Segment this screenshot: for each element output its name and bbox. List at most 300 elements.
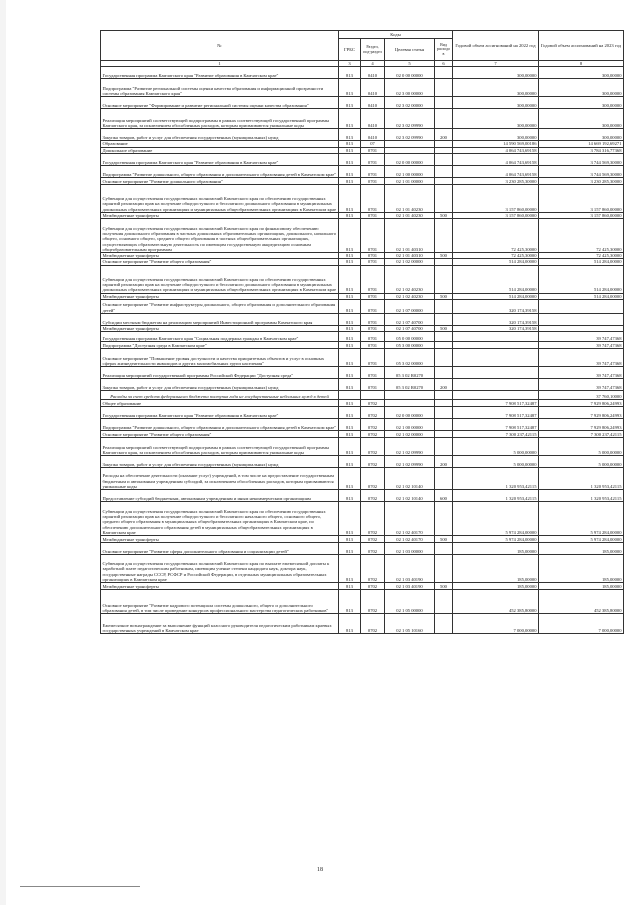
cell-name: Основное мероприятие "Развитие общего образования"	[101, 259, 339, 265]
cell-target: 02 1 03 00000	[385, 543, 435, 555]
cell-sec: 0702	[361, 490, 385, 502]
index-cell: 8	[539, 61, 624, 67]
cell-name: Основное мероприятие "Развитие инфраструктуры дошкольного, общего образования и дополнительного образования детей"	[101, 299, 339, 313]
cell-grbs: 813	[339, 97, 361, 109]
cell-sec: 0410	[361, 97, 385, 109]
cell-kind	[435, 438, 453, 456]
cell-v2: 185,00000	[539, 543, 624, 555]
cell-target: 02 1 00 00000	[385, 165, 435, 177]
cell-kind	[435, 614, 453, 634]
cell-v2: 7 000,00000	[539, 614, 624, 634]
cell-grbs: 813	[339, 141, 361, 147]
cell-v2: 39 747,47368	[539, 379, 624, 391]
cell-sec: 0702	[361, 456, 385, 468]
cell-name: Подпрограмма "Развитие дошкольного, общего образования и дополнительного образования детей в Камчатском крае"	[101, 165, 339, 177]
cell-v2: 514 284,00000	[539, 293, 624, 299]
cell-grbs: 813	[339, 147, 361, 153]
cell-kind: 500	[435, 583, 453, 590]
table-row	[101, 614, 624, 634]
cell-sec: 0702	[361, 543, 385, 555]
cell-sec: 0701	[361, 342, 385, 349]
cell-kind: 500	[435, 253, 453, 259]
cell-sec: 0702	[361, 431, 385, 438]
cell-v2: 39 747,47368	[539, 349, 624, 367]
cell-sec: 0702	[361, 400, 385, 407]
cell-grbs: 813	[339, 438, 361, 456]
cell-v2: 14 669 192,69271	[539, 141, 624, 147]
cell-kind	[435, 367, 453, 379]
table-row	[101, 265, 624, 293]
cell-v1: 4 064 743,69158	[453, 147, 539, 153]
cell-grbs: 813	[339, 379, 361, 391]
cell-target: 02 3 02 09990	[385, 109, 435, 129]
cell-v2: 39 747,47368	[539, 367, 624, 379]
cell-target: 02 1 07 00000	[385, 299, 435, 313]
cell-v1	[453, 342, 539, 349]
cell-name: Субвенции для осуществления государственных полномочий Камчатского края по обеспечению государственных гарантий реализации прав на получение общедоступного и бесплатного начального общего, основного общего, среднего общего образования в муниципальных общеобразовательных организациях в Камчатском крае, по обеспечению дополнительного образования детей в муниципальных общеобразовательных организациях в Камчатском крае	[101, 502, 339, 536]
header-2022: Годовой объем ассигнований на 2022 год	[453, 31, 539, 61]
table-row	[101, 431, 624, 438]
cell-name: Расходы за счет средств федерального бюджета поступив года не государственные небольших нужд в детей	[101, 391, 339, 400]
cell-target: 02 1 02 40230	[385, 293, 435, 299]
cell-target	[385, 391, 435, 400]
cell-name: Реализация мероприятий соответствующей подпрограммы в рамках соответствующей государственной программы Камчатского края, за исключением обособленных расходов, которым присваиваются уникальные коды	[101, 438, 339, 456]
table-row	[101, 456, 624, 468]
table-row	[101, 490, 624, 502]
cell-sec: 0702	[361, 614, 385, 634]
cell-name: Общее образование	[101, 400, 339, 407]
cell-kind	[435, 332, 453, 342]
cell-name: Межбюджетные трансферты	[101, 536, 339, 543]
cell-name: Субвенции для осуществления государственных полномочий Камчатского края по обеспечению государственных гарантий реализации прав на получение общедоступного и бесплатного дошкольного образования в муниципальных дошкольных образовательных организациях и муниципальных общеобразовательных организациях в Камчатском крае	[101, 265, 339, 293]
cell-kind	[435, 79, 453, 97]
cell-name: Основное мероприятие "Развитие общего образования"	[101, 431, 339, 438]
table-row	[101, 97, 624, 109]
cell-grbs: 813	[339, 253, 361, 259]
header-2023: Годовой объем ассигнований на 2023 год	[539, 31, 624, 61]
cell-grbs: 813	[339, 419, 361, 431]
cell-name: Закупка товаров, работ и услуг для обеспечения государственных (муниципальных) нужд	[101, 456, 339, 468]
cell-grbs: 813	[339, 543, 361, 555]
budget-rows	[101, 67, 624, 634]
cell-sec: 0701	[361, 293, 385, 299]
cell-name: Реализация мероприятий соответствующей подпрограммы в рамках соответствующей государственной программы Камчатского края, за исключением обособленных расходов, которым присваиваются уникальные коды	[101, 109, 339, 129]
cell-sec: 0701	[361, 184, 385, 212]
cell-grbs: 813	[339, 299, 361, 313]
table-row	[101, 502, 624, 536]
cell-grbs: 813	[339, 129, 361, 141]
index-cell: 6	[435, 61, 453, 67]
cell-v2: 39 747,47368	[539, 332, 624, 342]
table-row	[101, 349, 624, 367]
cell-kind	[435, 165, 453, 177]
header-grbs: ГРБС	[339, 39, 361, 61]
cell-kind	[435, 468, 453, 490]
cell-v1: 320 174,39158	[453, 299, 539, 313]
cell-target: 02 1 01 00000	[385, 177, 435, 184]
cell-v2: 3 744 569,30000	[539, 153, 624, 165]
cell-name: Реализация мероприятий государственной программы Российской Федерации "Доступная среда"	[101, 367, 339, 379]
cell-sec: 0701	[361, 379, 385, 391]
cell-target: 02 1 02 40170	[385, 536, 435, 543]
table-row	[101, 79, 624, 97]
cell-v1: 4 064 743,69158	[453, 153, 539, 165]
table-row	[101, 184, 624, 212]
cell-grbs: 813	[339, 219, 361, 253]
cell-sec: 0701	[361, 265, 385, 293]
cell-sec: 0410	[361, 79, 385, 97]
table-row	[101, 555, 624, 583]
cell-v1	[453, 367, 539, 379]
cell-v1: 185,00000	[453, 583, 539, 590]
cell-target: 05 3 02 R0270	[385, 379, 435, 391]
cell-name: Субвенции для осуществления государственных полномочий Камчатского края по обеспечению государственных гарантий реализации прав на получение общедоступного и бесплатного дошкольного образования в муниципальных дошкольных образовательных организациях и муниципальных общеобразовательных организациях в Камчатском крае	[101, 184, 339, 212]
cell-v1: 185,00000	[453, 555, 539, 583]
cell-v1: 1 320 953,42115	[453, 490, 539, 502]
cell-grbs	[339, 391, 361, 400]
cell-v2: 185,00000	[539, 555, 624, 583]
cell-v1: 5 000,00000	[453, 456, 539, 468]
cell-target: 02 1 00 00000	[385, 419, 435, 431]
cell-grbs: 813	[339, 313, 361, 325]
cell-v1: 5 974 284,00000	[453, 502, 539, 536]
cell-v2: 300,00000	[539, 129, 624, 141]
cell-grbs: 813	[339, 614, 361, 634]
cell-kind: 200	[435, 456, 453, 468]
cell-kind	[435, 400, 453, 407]
cell-v2: 1 320 953,42115	[539, 468, 624, 490]
table-row	[101, 313, 624, 325]
cell-kind	[435, 342, 453, 349]
header-section: Раздел, под-раздел	[361, 39, 385, 61]
cell-grbs: 813	[339, 468, 361, 490]
cell-target: 02 1 02 40170	[385, 502, 435, 536]
cell-v2: 39 747,47368	[539, 342, 624, 349]
cell-v2: 300,00000	[539, 79, 624, 97]
cell-kind	[435, 349, 453, 367]
cell-v1: 300,00000	[453, 129, 539, 141]
cell-v1: 14 590 569,00186	[453, 141, 539, 147]
cell-grbs: 813	[339, 153, 361, 165]
cell-kind	[435, 313, 453, 325]
cell-v2: 3 744 569,30000	[539, 165, 624, 177]
cell-grbs: 813	[339, 184, 361, 212]
cell-name: Государственная программа Камчатского края "Социальная поддержка граждан в Камчатском крае"	[101, 332, 339, 342]
cell-name: Подпрограмма "Развитие дошкольного, общего образования и дополнительного образования детей в Камчатском крае"	[101, 419, 339, 431]
cell-sec	[361, 391, 385, 400]
cell-grbs: 813	[339, 332, 361, 342]
table-row	[101, 391, 624, 400]
cell-v1: 5 000,00000	[453, 438, 539, 456]
cell-target: 02 1 01 40310	[385, 219, 435, 253]
cell-kind	[435, 109, 453, 129]
cell-sec: 0702	[361, 407, 385, 419]
cell-sec: 0701	[361, 367, 385, 379]
table-row	[101, 109, 624, 129]
cell-target: 02 1 05 00000	[385, 590, 435, 614]
cell-v2: 5 974 284,00000	[539, 502, 624, 536]
cell-v1: 3 157 860,00000	[453, 184, 539, 212]
cell-target: 05 3 00 00000	[385, 342, 435, 349]
cell-v1: 514 284,00000	[453, 293, 539, 299]
cell-kind: 500	[435, 325, 453, 331]
cell-sec: 0701	[361, 313, 385, 325]
cell-v1: 185,00000	[453, 543, 539, 555]
cell-v1: 320 174,39158	[453, 325, 539, 331]
cell-v1: 300,00000	[453, 109, 539, 129]
cell-v1	[453, 379, 539, 391]
cell-sec: 0701	[361, 253, 385, 259]
cell-target: 02 1 03 40190	[385, 583, 435, 590]
table-row	[101, 219, 624, 253]
cell-v2: 5 000,00000	[539, 456, 624, 468]
cell-name: Субсидии местным бюджетам на реализацию мероприятий Инвестиционной программы Камчатского края	[101, 313, 339, 325]
cell-target: 05 0 00 00000	[385, 332, 435, 342]
cell-sec: 0701	[361, 325, 385, 331]
cell-target: 02 0 00 00000	[385, 67, 435, 79]
budget-page	[100, 30, 623, 860]
cell-v2: 514 284,00000	[539, 259, 624, 265]
cell-target: 02 1 07 40700	[385, 325, 435, 331]
cell-target: 02 1 07 40700	[385, 313, 435, 325]
table-row	[101, 332, 624, 342]
cell-v1: 5 974 284,00000	[453, 536, 539, 543]
cell-v1: 3 230 285,30000	[453, 177, 539, 184]
cell-name: Закупка товаров, работ и услуг для обеспечения государственных (муниципальных) нужд	[101, 379, 339, 391]
cell-target: 02 1 02 40230	[385, 265, 435, 293]
cell-v2: 300,00000	[539, 109, 624, 129]
cell-v2: 37 760,10000	[539, 391, 624, 400]
cell-name: Субвенции для осуществления государственных полномочий Камчатского края по выплате ежемесячной доплаты к заработной плате педагогическим работникам, имеющим ученые степени кандидата наук, доктора наук, государственные награды СССР, РСФСР и Российской Федерации, в отдельных муниципальных образовательных организациях в Камчатском крае	[101, 555, 339, 583]
cell-sec: 0701	[361, 299, 385, 313]
cell-kind	[435, 543, 453, 555]
cell-target: 02 1 01 40230	[385, 212, 435, 218]
cell-sec: 0702	[361, 555, 385, 583]
cell-grbs: 813	[339, 490, 361, 502]
cell-kind	[435, 265, 453, 293]
cell-name: Межбюджетные трансферты	[101, 325, 339, 331]
table-row	[101, 165, 624, 177]
cell-v1: 7 000,00000	[453, 614, 539, 634]
cell-kind	[435, 502, 453, 536]
cell-sec: 0702	[361, 502, 385, 536]
cell-grbs: 813	[339, 400, 361, 407]
page-number: 18	[317, 867, 323, 873]
budget-table	[100, 30, 624, 634]
cell-grbs: 813	[339, 109, 361, 129]
cell-v1: 3 157 860,00000	[453, 212, 539, 218]
index-cell: 4	[361, 61, 385, 67]
cell-sec: 0410	[361, 129, 385, 141]
cell-v1: 514 284,00000	[453, 259, 539, 265]
cell-name: Межбюджетные трансферты	[101, 253, 339, 259]
cell-name: Основное мероприятие "Развитие сферы дополнительного образования и социализации детей"	[101, 543, 339, 555]
table-row	[101, 543, 624, 555]
cell-grbs: 813	[339, 165, 361, 177]
cell-kind	[435, 590, 453, 614]
cell-v2: 5 000,00000	[539, 438, 624, 456]
cell-v1: 7 908 517,32487	[453, 407, 539, 419]
table-row	[101, 590, 624, 614]
header-target: Целевая статья	[385, 39, 435, 61]
table-row	[101, 342, 624, 349]
cell-v2: 7 300 237,42115	[539, 431, 624, 438]
cell-kind: 200	[435, 129, 453, 141]
cell-grbs: 813	[339, 342, 361, 349]
cell-name: Дошкольное образование	[101, 147, 339, 153]
cell-name: Субвенции для осуществления государственных полномочий Камчатского края по финансовому обеспечению получения дошкольного образования в частных дошкольных образовательных организациях, дошкольного, начального общего, основного общего, среднего общего образования в частных общеобразовательных организациях, осуществляющих образовательную деятельность по имеющим государственную аккредитацию основным общеобразовательным программам	[101, 219, 339, 253]
table-row	[101, 583, 624, 590]
cell-grbs: 813	[339, 590, 361, 614]
cell-target: 02 3 00 00000	[385, 79, 435, 97]
cell-v1: 4 064 743,69158	[453, 165, 539, 177]
cell-kind	[435, 184, 453, 212]
cell-v2: 3 157 860,00000	[539, 184, 624, 212]
cell-v2: 3 230 285,30000	[539, 177, 624, 184]
cell-grbs: 813	[339, 259, 361, 265]
cell-sec: 0701	[361, 153, 385, 165]
cell-name: Подпрограмма "Доступная среда в Камчатском крае"	[101, 342, 339, 349]
index-cell: 7	[453, 61, 539, 67]
cell-v2: 300,00000	[539, 97, 624, 109]
cell-sec: 07	[361, 141, 385, 147]
cell-grbs: 813	[339, 583, 361, 590]
cell-name: Основное мероприятие "Повышение уровня доступности и качества приоритетных объектов и услуг в основных сферах жизнедеятельности инвалидов и других маломобильных групп населения"	[101, 349, 339, 367]
cell-kind: 500	[435, 536, 453, 543]
cell-name: Основное мероприятие "Развитие дошкольного образования"	[101, 177, 339, 184]
cell-kind	[435, 153, 453, 165]
cell-target: 02 1 02 10140	[385, 468, 435, 490]
cell-kind	[435, 431, 453, 438]
cell-name: Межбюджетные трансферты	[101, 583, 339, 590]
cell-v2: 514 284,00000	[539, 265, 624, 293]
cell-grbs: 813	[339, 293, 361, 299]
cell-sec: 0701	[361, 165, 385, 177]
cell-v2: 3 157 860,00000	[539, 212, 624, 218]
cell-name: Государственная программа Камчатского края "Развитие образования в Камчатском крае"	[101, 407, 339, 419]
table-row	[101, 419, 624, 431]
header-number: №	[101, 31, 339, 61]
cell-v2: 185,00000	[539, 583, 624, 590]
table-row	[101, 407, 624, 419]
cell-name: Расходы на обеспечение деятельности (оказание услуг) учреждений, в том числе на предоставление государственным бюджетным и автономным учреждениям субсидий, за исключением обособленных расходов, которым присваиваются уникальные коды	[101, 468, 339, 490]
cell-sec: 0410	[361, 67, 385, 79]
cell-grbs: 813	[339, 67, 361, 79]
cell-grbs: 813	[339, 367, 361, 379]
table-row	[101, 177, 624, 184]
cell-sec: 0701	[361, 219, 385, 253]
cell-target: 02 3 02 00000	[385, 97, 435, 109]
cell-v1: 72 425,30000	[453, 219, 539, 253]
table-row	[101, 468, 624, 490]
table-row	[101, 153, 624, 165]
table-row	[101, 438, 624, 456]
cell-target: 02 1 02 10140	[385, 490, 435, 502]
cell-v1: 1 320 953,42115	[453, 468, 539, 490]
cell-kind	[435, 67, 453, 79]
cell-sec: 0701	[361, 332, 385, 342]
cell-name: Образование	[101, 141, 339, 147]
cell-sec: 0702	[361, 438, 385, 456]
cell-v2: 1 320 953,42115	[539, 490, 624, 502]
cell-name: Ежемесячное вознаграждение за выполнение функций классного руководителя педагогическим работникам краевых государственных учреждений в Камчатском крае	[101, 614, 339, 634]
cell-v2: 452 385,80000	[539, 590, 624, 614]
header-codes: Коды	[339, 31, 453, 39]
cell-v2: 72 425,30000	[539, 253, 624, 259]
cell-kind: 500	[435, 293, 453, 299]
cell-v2: 3 784 316,77368	[539, 147, 624, 153]
cell-grbs: 813	[339, 431, 361, 438]
cell-v1: 7 908 517,32487	[453, 419, 539, 431]
cell-v2	[539, 299, 624, 313]
cell-kind: 200	[435, 379, 453, 391]
cell-grbs: 813	[339, 79, 361, 97]
cell-target: 02 1 05 10160	[385, 614, 435, 634]
cell-v2: 300,00000	[539, 67, 624, 79]
cell-name: Основное мероприятие "Развитие кадрового потенциала системы дошкольного, общего и дополнительного образования детей, в том числе проведение конкурсов профессионального мастерства педагогических работников"	[101, 590, 339, 614]
cell-target: 05 3 02 00000	[385, 349, 435, 367]
cell-name: Предоставление субсидий бюджетным, автономным учреждениям и иным некоммерческим организациям	[101, 490, 339, 502]
cell-kind	[435, 219, 453, 253]
cell-kind	[435, 419, 453, 431]
table-row	[101, 367, 624, 379]
cell-target: 05 3 02 R0270	[385, 367, 435, 379]
cell-v1	[453, 349, 539, 367]
cell-sec: 0702	[361, 419, 385, 431]
cell-grbs: 813	[339, 502, 361, 536]
cell-sec: 0701	[361, 212, 385, 218]
table-row	[101, 400, 624, 407]
cell-grbs: 813	[339, 536, 361, 543]
cell-kind: 500	[435, 212, 453, 218]
cell-target: 02 1 02 09990	[385, 438, 435, 456]
cell-kind	[435, 391, 453, 400]
cell-sec: 0701	[361, 147, 385, 153]
scan-edge	[0, 0, 6, 905]
cell-target: 02 1 02 00000	[385, 431, 435, 438]
cell-grbs: 813	[339, 265, 361, 293]
cell-v1	[453, 391, 539, 400]
cell-target: 02 1 03 40190	[385, 555, 435, 583]
cell-target: 02 1 01 40230	[385, 184, 435, 212]
cell-target: 02 3 02 09990	[385, 129, 435, 141]
cell-v1: 320 174,39158	[453, 313, 539, 325]
cell-name: Государственная программа Камчатского края "Развитие образования в Камчатском крае"	[101, 67, 339, 79]
cell-v1: 514 284,00000	[453, 265, 539, 293]
cell-sec: 0702	[361, 536, 385, 543]
cell-target: 02 0 00 00000	[385, 407, 435, 419]
index-cell: 3	[339, 61, 361, 67]
cell-name: Межбюджетные трансферты	[101, 212, 339, 218]
table-row	[101, 299, 624, 313]
cell-kind	[435, 407, 453, 419]
cell-sec: 0701	[361, 177, 385, 184]
cell-name: Межбюджетные трансферты	[101, 293, 339, 299]
table-row	[101, 67, 624, 79]
cell-target: 02 1 01 40310	[385, 253, 435, 259]
table-row	[101, 129, 624, 141]
cell-name: Государственная программа Камчатского края "Развитие образования в Камчатском крае"	[101, 153, 339, 165]
cell-v2: 5 974 284,00000	[539, 536, 624, 543]
cell-sec: 0702	[361, 468, 385, 490]
cell-sec: 0701	[361, 259, 385, 265]
cell-target: 02 1 02 09990	[385, 456, 435, 468]
cell-grbs: 813	[339, 555, 361, 583]
cell-target	[385, 400, 435, 407]
cell-grbs: 813	[339, 407, 361, 419]
table-row	[101, 379, 624, 391]
cell-name: Подпрограмма "Развитие региональной системы оценки качества образования и информационной прозрачности системы образования Камчатского края"	[101, 79, 339, 97]
